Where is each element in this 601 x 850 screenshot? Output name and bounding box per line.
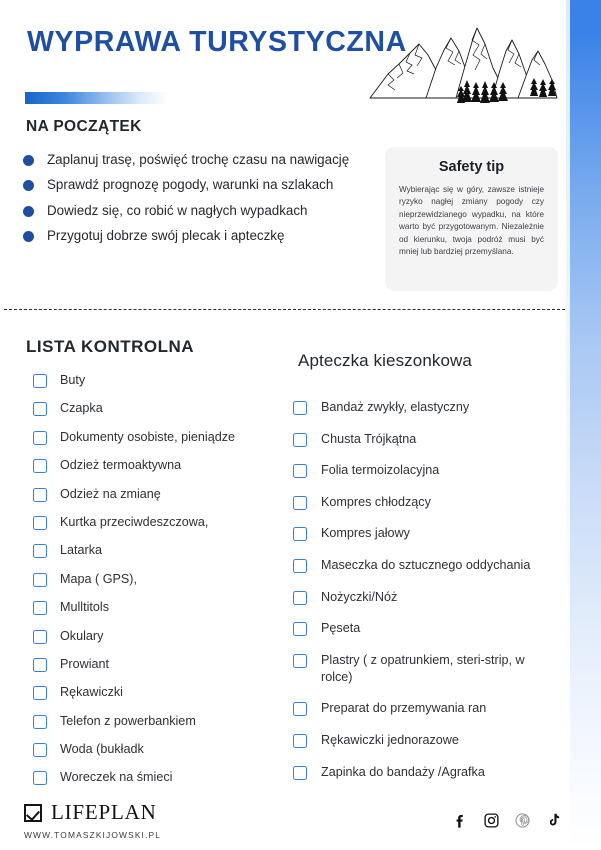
checkbox-icon[interactable] — [293, 496, 307, 510]
checkbox-icon[interactable] — [33, 630, 47, 644]
brand-logo — [24, 800, 157, 825]
checklist-item[interactable] — [33, 628, 278, 645]
checklist-item[interactable] — [293, 732, 548, 749]
checklist-item-label: Buty — [60, 373, 86, 387]
checklist-item[interactable] — [33, 429, 278, 446]
checklist-item-label: Latarka — [60, 543, 103, 558]
checklist-item-label: Odzież termoaktywna — [60, 458, 182, 473]
checkbox-icon[interactable] — [33, 544, 47, 558]
checklist-item[interactable] — [33, 457, 278, 474]
checklist-item[interactable] — [33, 571, 278, 588]
checklist-column — [33, 372, 278, 798]
checkbox-icon[interactable] — [33, 686, 47, 700]
checklist-item[interactable] — [33, 372, 278, 389]
checklist-item-label: Folia termoizolacyjna — [321, 463, 440, 478]
facebook-icon[interactable] — [452, 812, 469, 829]
checklist-item-label: Rękawiczki — [60, 685, 123, 700]
checklist-item[interactable] — [293, 494, 548, 511]
checklist-item-label: Rękawiczki jednorazowe — [321, 732, 459, 747]
start-bullet-list — [23, 152, 383, 253]
checklist-item-label: Woreczek na śmieci — [60, 770, 173, 785]
pinterest-icon[interactable] — [514, 812, 531, 829]
accent-bar — [25, 92, 168, 104]
checkbox-icon[interactable] — [33, 402, 47, 416]
checkbox-icon[interactable] — [33, 715, 47, 729]
checklist-item-label: Woda (bukładk — [60, 742, 144, 757]
first-aid-column — [293, 399, 548, 795]
checklist-item[interactable] — [293, 462, 548, 479]
checklist-item-label: Nożyczki/Nóż — [321, 589, 398, 604]
checkbox-icon[interactable] — [293, 591, 307, 605]
social-links — [452, 812, 562, 829]
checkbox-icon[interactable] — [33, 771, 47, 785]
bullet-dot-icon — [23, 180, 34, 191]
checklist-item-label: Mapa ( GPS), — [60, 571, 137, 586]
checklist-item[interactable] — [293, 700, 548, 717]
checkbox-icon[interactable] — [293, 654, 307, 668]
checklist-item[interactable] — [33, 769, 278, 786]
checklist-item-label: Prowiant — [60, 656, 109, 671]
checklist-heading: LISTA KONTROLNA — [26, 337, 195, 356]
bullet-label: Sprawdź prognozę pogody, warunki na szlakach — [47, 177, 334, 193]
checklist-item[interactable] — [293, 557, 548, 574]
checklist-item-label: Maseczka do sztucznego oddychania — [321, 557, 531, 572]
bullet-dot-icon — [23, 155, 34, 166]
checklist-item-label: Mulltitols — [60, 600, 109, 615]
checkbox-icon[interactable] — [293, 401, 307, 415]
checklist-item-label: Pęseta — [321, 621, 361, 636]
checklist-item[interactable] — [293, 589, 548, 606]
checklist-item[interactable] — [33, 514, 278, 531]
bullet-label: Przygotuj dobrze swój plecak i apteczkę — [47, 227, 285, 243]
brand-name: LIFEPLAN — [51, 800, 157, 824]
start-section-heading: NA POCZĄTEK — [26, 118, 142, 135]
bullet-label: Dowiedz się, co robić w nagłych wypadkach — [47, 202, 308, 218]
checkbox-icon[interactable] — [33, 431, 47, 445]
right-blue-gradient-strip — [570, 0, 601, 850]
checklist-item-label: Plastry ( z opatrunkiem, steri-strip, w rolce) — [321, 652, 525, 684]
checklist-item[interactable] — [293, 525, 548, 542]
checklist-item-label: Telefon z powerbankiem — [60, 713, 196, 728]
checklist-item-label: Bandaż zwykły, elastyczny — [321, 400, 470, 414]
checklist-item[interactable] — [33, 400, 278, 417]
checklist-item[interactable] — [33, 599, 278, 616]
checkbox-icon[interactable] — [33, 488, 47, 502]
bullet-dot-icon — [23, 206, 34, 217]
checkbox-icon[interactable] — [33, 573, 47, 587]
bullet-dot-icon — [23, 231, 34, 242]
checkbox-icon[interactable] — [293, 734, 307, 748]
checklist-item-label: Kompres jałowy — [321, 526, 410, 541]
checklist-item[interactable] — [293, 399, 548, 416]
checklist-item[interactable] — [33, 656, 278, 673]
checkbox-icon[interactable] — [293, 622, 307, 636]
checkbox-icon[interactable] — [293, 464, 307, 478]
checkbox-icon[interactable] — [33, 459, 47, 473]
website-url: WWW.TOMASZKIJOWSKI.PL — [24, 830, 162, 840]
list-item — [23, 228, 383, 244]
checklist-item-label: Dokumenty osobiste, pieniądze — [60, 429, 236, 444]
checklist-item-label: Czapka — [60, 401, 103, 416]
bullet-label: Zaplanuj trasę, poświęć trochę czasu na nawigację — [47, 152, 350, 167]
checklist-item[interactable] — [293, 652, 548, 686]
checkbox-icon[interactable] — [33, 374, 47, 388]
checkbox-icon[interactable] — [293, 702, 307, 716]
checklist-item[interactable] — [33, 542, 278, 559]
checklist-item[interactable] — [33, 486, 278, 503]
mountains-illustration — [366, 18, 562, 106]
first-aid-heading: Apteczka kieszonkowa — [298, 351, 472, 370]
checkbox-icon[interactable] — [293, 527, 307, 541]
dashed-divider — [4, 309, 570, 310]
safety-tip-title: Safety tip — [438, 159, 505, 175]
tiktok-icon[interactable] — [545, 812, 562, 829]
checklist-item-label: Kurtka przeciwdeszczowa, — [60, 514, 209, 529]
checklist-item[interactable] — [293, 764, 548, 781]
checklist-item[interactable] — [33, 684, 278, 701]
checklist-item[interactable] — [33, 741, 278, 758]
checklist-item[interactable] — [33, 713, 278, 730]
safety-tip-body: Wybierając się w góry, zawsze istnieje ryzyko nagłej zmiany pogody czy nieprzewidzianego wypadku, na które warto być przygotowanym. Niezależnie od kierunku, twoja podróż musi być mniej lub bardziej przemyślana. — [399, 185, 544, 257]
checkbox-icon[interactable] — [33, 658, 47, 672]
checklist-item[interactable] — [293, 431, 548, 448]
header — [0, 0, 570, 112]
checkbox-icon[interactable] — [293, 766, 307, 780]
checkbox-icon[interactable] — [293, 559, 307, 573]
checklist-item-label: Chusta Trójkątna — [321, 431, 417, 446]
checkbox-icon[interactable] — [33, 743, 47, 757]
page-title: WYPRAWA TURYSTYCZNA — [27, 26, 407, 58]
checklist-item-label: Odzież na zmianę — [60, 486, 161, 501]
checkbox-icon[interactable] — [33, 516, 47, 530]
checklist-item-label: Okulary — [60, 628, 104, 643]
checklist-item-label: Zapinka do bandaży /Agrafka — [321, 764, 485, 779]
checklist-item-label: Preparat do przemywania ran — [321, 701, 487, 716]
checkbox-icon[interactable] — [33, 601, 47, 615]
safety-tip-card — [385, 147, 558, 291]
list-item — [23, 203, 383, 219]
list-item — [23, 177, 383, 193]
instagram-icon[interactable] — [483, 812, 500, 829]
list-item — [23, 152, 383, 168]
footer — [0, 786, 570, 850]
checkbox-icon[interactable] — [293, 433, 307, 447]
checklist-item-label: Kompres chłodzący — [321, 494, 431, 509]
checklist-item[interactable] — [293, 620, 548, 637]
checked-box-icon — [24, 804, 42, 822]
